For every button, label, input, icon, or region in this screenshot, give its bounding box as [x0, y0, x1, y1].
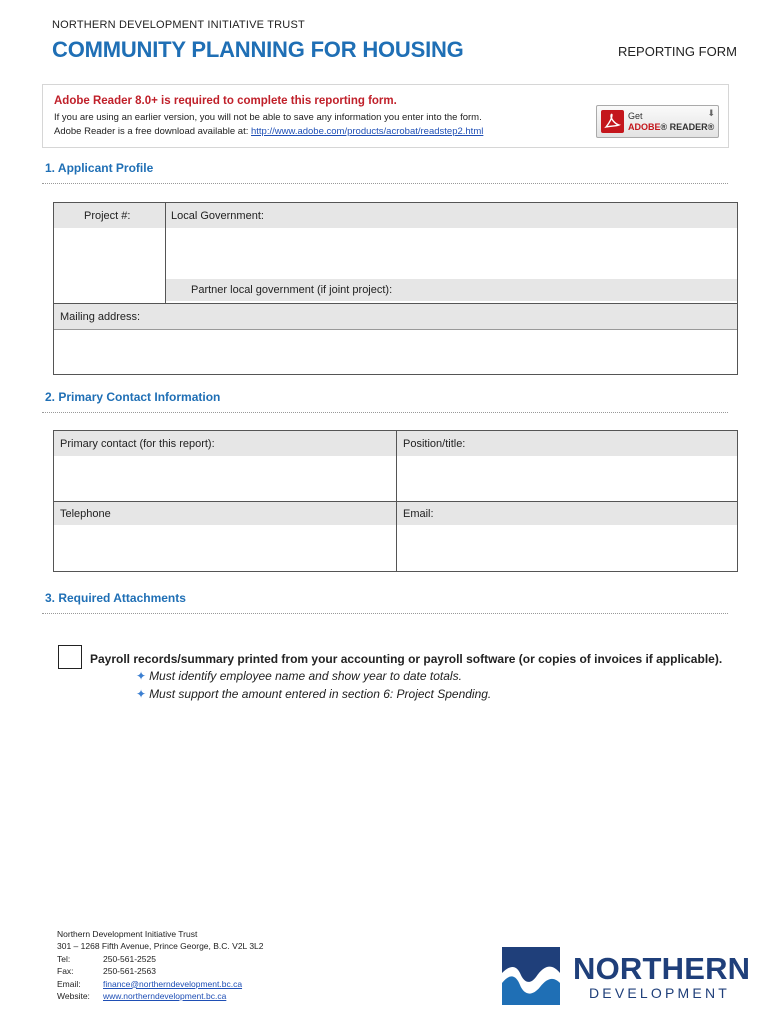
primary-contact-field[interactable]: [56, 457, 395, 501]
notice-heading: Adobe Reader 8.0+ is required to complete this reporting form.: [54, 95, 397, 107]
project-number-label: Project #:: [84, 210, 131, 222]
row-divider: [54, 329, 737, 330]
footer-address: 301 – 1268 Fifth Avenue, Prince George, B.C. V2L 3L2: [57, 941, 264, 952]
logo-mark-icon: [498, 943, 564, 1007]
footer-org: Northern Development Initiative Trust: [57, 929, 198, 939]
notice-text: If you are using an earlier version, you will not be able to save any information you enter into the form.: [54, 112, 482, 123]
primary-contact-label: Primary contact (for this report):: [60, 438, 215, 450]
notice-download-text: [54, 126, 483, 137]
row-divider: [54, 303, 737, 304]
partner-government-label: Partner local government (if joint project):: [191, 284, 393, 296]
footer-web-label: Website:: [57, 991, 90, 1002]
applicant-profile-table: [53, 202, 738, 375]
footer-fax-row: [57, 965, 264, 977]
footer-phone-row: [57, 953, 264, 965]
mailing-label-cell: [54, 304, 737, 329]
badge-get-label: Get: [628, 111, 643, 121]
section-primary-contact: 2. Primary Contact Information: [45, 390, 221, 404]
footer-email-label: Email:: [57, 978, 81, 989]
section-divider: [42, 183, 728, 184]
local-government-label: Local Government:: [171, 210, 264, 222]
payroll-records-label: Payroll records/summary printed from your accounting or payroll software (or copies of invoices if applicable).: [90, 652, 723, 666]
download-arrow-icon: ⬇: [707, 108, 715, 118]
page-title: COMMUNITY PLANNING FOR HOUSING: [52, 37, 464, 62]
footer-web-row: [57, 990, 264, 1002]
document-type: REPORTING FORM: [618, 44, 737, 59]
footer-tel: 250-561-2525: [103, 953, 156, 964]
adobe-download-link[interactable]: http://www.adobe.com/products/acrobat/readstep2.html: [251, 126, 484, 137]
adobe-notice: [42, 84, 729, 148]
attachment-requirement-text: Must support the amount entered in section 6: Project Spending.: [149, 687, 492, 701]
project-number-field[interactable]: [56, 228, 163, 302]
logo-wordmark-primary: NORTHERN: [573, 951, 751, 986]
payroll-records-checkbox[interactable]: [58, 645, 82, 669]
footer-email-link[interactable]: finance@northerndevelopment.bc.ca: [103, 978, 243, 989]
section-applicant-profile: 1. Applicant Profile: [45, 161, 154, 175]
telephone-field[interactable]: [56, 526, 395, 571]
badge-product-label: ADOBE® READER®: [628, 122, 715, 132]
adobe-logo-icon: [601, 110, 624, 133]
mailing-address-field[interactable]: [56, 330, 737, 374]
notice-download-prefix: Adobe Reader is a free download available at:: [54, 126, 251, 137]
row-divider: [54, 501, 737, 502]
badge-brand: ADOBE: [628, 122, 661, 132]
attachment-requirement: [136, 669, 462, 683]
get-adobe-reader-button[interactable]: [596, 105, 719, 138]
primary-contact-table: [53, 430, 738, 572]
badge-product: READER: [669, 122, 708, 132]
local-government-field[interactable]: [167, 228, 737, 278]
org-name: NORTHERN DEVELOPMENT INITIATIVE TRUST: [52, 19, 305, 31]
mailing-address-label: Mailing address:: [60, 311, 141, 323]
attachment-requirement-text: Must identify employee name and show year to date totals.: [149, 669, 462, 683]
footer-email-row: [57, 978, 264, 990]
attachment-requirement: [136, 687, 491, 701]
section-required-attachments: 3. Required Attachments: [45, 591, 186, 605]
position-title-label: Position/title:: [403, 438, 466, 450]
footer-fax: 250-561-2563: [103, 966, 156, 977]
sparkle-bullet-icon: ✦: [136, 687, 147, 701]
position-title-field[interactable]: [398, 457, 737, 501]
email-field[interactable]: [398, 526, 737, 571]
section-divider: [42, 412, 728, 413]
telephone-label: Telephone: [60, 508, 111, 520]
footer-website-link[interactable]: www.northerndevelopment.bc.ca: [103, 991, 227, 1002]
sparkle-bullet-icon: ✦: [136, 669, 147, 683]
column-divider: [165, 203, 166, 303]
email-label: Email:: [403, 508, 434, 520]
footer-fax-label: Fax:: [57, 966, 74, 977]
logo-wordmark-secondary: DEVELOPMENT: [589, 985, 730, 1001]
section-divider: [42, 613, 728, 614]
footer-contact-block: [57, 928, 264, 1002]
footer-tel-label: Tel:: [57, 953, 71, 964]
northern-development-logo: [498, 943, 751, 1008]
